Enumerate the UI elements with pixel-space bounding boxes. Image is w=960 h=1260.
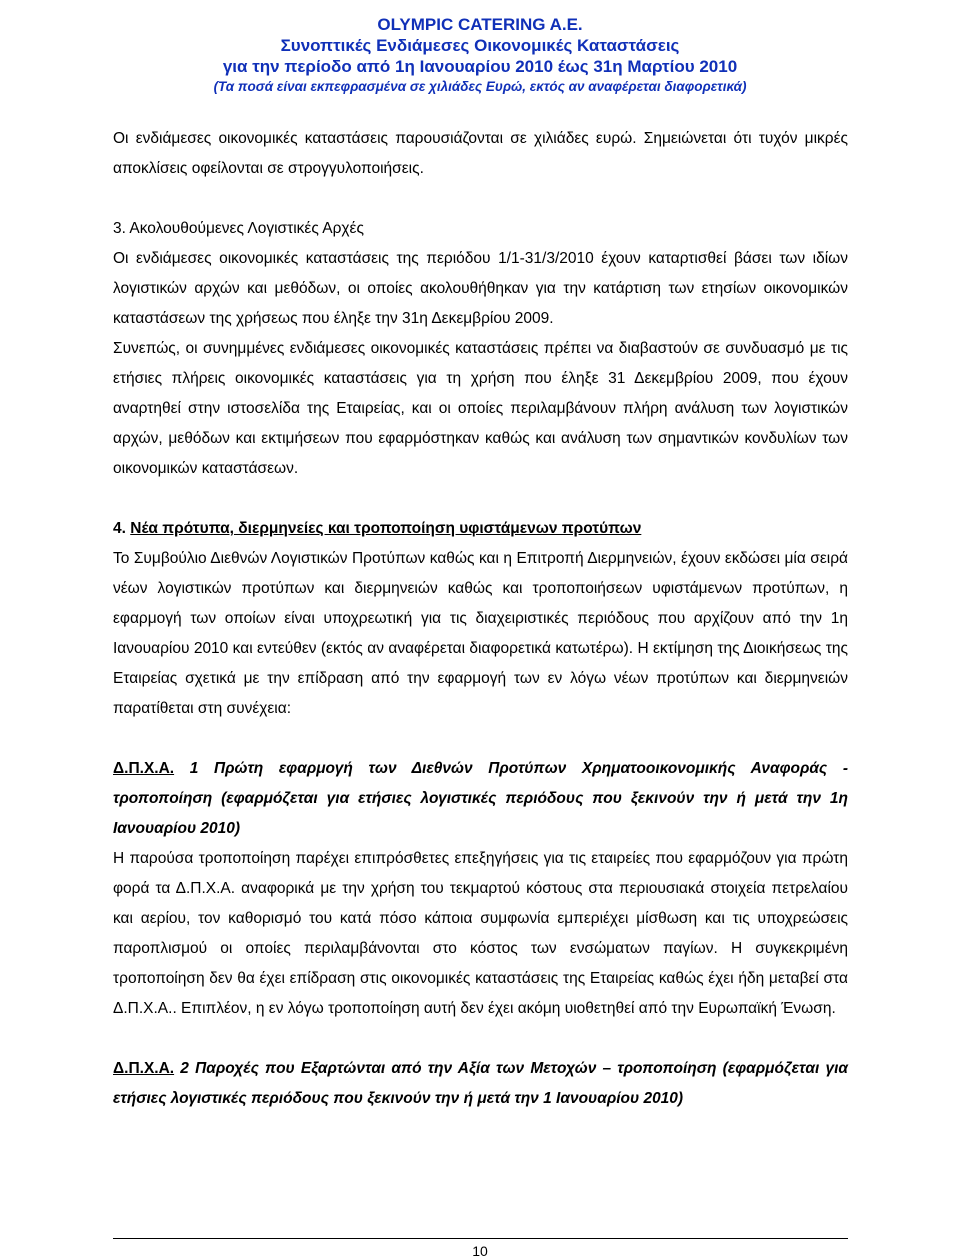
ifrs-2-label: Δ.Π.Χ.Α. [113,1060,175,1077]
ifrs-2-heading [113,1054,848,1114]
company-name: OLYMPIC CATERING A.E. [377,15,583,34]
section-4-number: 4. [113,520,126,537]
footer-divider [113,1238,848,1239]
section-3-number: 3. [113,220,126,237]
currency-note: (Τα ποσά είναι εκπεφρασμένα σε χιλιάδες Ευρώ, εκτός αν αναφέρεται διαφορετικά) [213,79,747,94]
page-number: 10 [472,1243,488,1259]
section-3-heading [113,214,848,244]
section-4-title: Νέα πρότυπα, διερμηνείες και τροποποίηση υφιστάμενων προτύπων [130,520,642,537]
report-header [0,14,960,96]
ifrs-1-paragraph: Η παρούσα τροποποίηση παρέχει επιπρόσθετες επεξηγήσεις για τις εταιρείες που εφαρμόζουν για πρώτη φορά τα Δ.Π.Χ.Α. αναφορικά με την χρήση του τεκμαρτού κόστους στα περιουσιακά στοιχεία πετρελαίου και αερίου, τον καθορισμό του κατά πόσο κάποια συμφωνία εμπεριέχει μίσθωση και τις υποχρεώσεις παροπλισμού οι οποίες περιλαμβάνονται στο κόστος των ενσώματων παγίων. Η συγκεκριμένη τροποποίηση δεν θα έχει επίδραση στις οικονομικές καταστάσεις της Εταιρείας καθώς έχει ήδη μεταβεί στα Δ.Π.Χ.Α.. Επιπλέον, η εν λόγω τροποποίηση αυτή δεν έχει ακόμη υιοθετηθεί από την Ευρωπαϊκή Ένωση. [113,850,848,1017]
ifrs-2-title: 2 Παροχές που Εξαρτώνται από την Αξία των Μετοχών – τροποποίηση (εφαρμόζεται για ετήσιες λογιστικές περιόδους που ξεκινούν την ή μετά την 1 Ιανουαρίου 2010) [113,1060,848,1107]
ifrs-1-heading [113,754,848,844]
report-period: για την περίοδο από 1η Ιανουαρίου 2010 έως 31η Μαρτίου 2010 [222,57,738,76]
intro-paragraph: Οι ενδιάμεσες οικονομικές καταστάσεις παρουσιάζονται σε χιλιάδες ευρώ. Σημειώνεται ότι τυχόν μικρές αποκλίσεις οφείλονται σε στρογγυλοποιήσεις. [113,130,848,177]
section-3-paragraph-1: Οι ενδιάμεσες οικονομικές καταστάσεις της περιόδου 1/1-31/3/2010 έχουν καταρτισθεί βάσει των ιδίων λογιστικών αρχών και μεθόδων, οι οποίες ακολουθήθηκαν για την κατάρτιση των ετησίων οικονομικών καταστάσεων της χρήσεως που έληξε την 31η Δεκεμβρίου 2009. [113,250,848,327]
ifrs-1-title: 1 Πρώτη εφαρμογή των Διεθνών Προτύπων Χρηματοοικονομικής Αναφοράς - τροποποίηση (εφαρμόζεται για ετήσιες λογιστικές περιόδους που ξεκινούν την ή μετά την 1η Ιανουαρίου 2010) [113,760,848,837]
report-title: Συνοπτικές Ενδιάμεσες Οικονομικές Καταστάσεις [280,36,680,55]
section-4-heading [113,514,848,544]
ifrs-1-label: Δ.Π.Χ.Α. [113,760,175,777]
page-body [113,124,848,1114]
section-4-paragraph: Το Συμβούλιο Διεθνών Λογιστικών Προτύπων καθώς και η Επιτροπή Διερμηνειών, έχουν εκδώσει μία σειρά νέων λογιστικών προτύπων και διερμηνειών καθώς και τροποποιήσεων υφιστάμενων προτύπων, η εφαρμογή των οποίων είναι υποχρεωτική για τις διαχειριστικές περιόδους που αρχίζουν από την 1η Ιανουαρίου 2010 και εντεύθεν (εκτός αν αναφέρεται διαφορετικά κατωτέρω). Η εκτίμηση της Διοικήσεως της Εταιρείας σχετικά με την επίδραση από την εφαρμογή των εν λόγω νέων προτύπων και διερμηνειών παρατίθεται στη συνέχεια: [113,550,848,717]
section-3-paragraph-2: Συνεπώς, οι συνημμένες ενδιάμεσες οικονομικές καταστάσεις πρέπει να διαβαστούν σε συνδυασμό με τις ετήσιες πλήρεις οικονομικές καταστάσεις για τη χρήση που έληξε 31 Δεκεμβρίου 2009, που έχουν αναρτηθεί στην ιστοσελίδα της Εταιρείας, και οι οποίες περιλαμβάνουν πλήρη ανάλυση των λογιστικών αρχών, μεθόδων και εκτιμήσεων που εφαρμόστηκαν καθώς και ανάλυση των σημαντικών κονδυλίων των οικονομικών καταστάσεων. [113,340,848,477]
section-3-title: Ακολουθούμενες Λογιστικές Αρχές [129,220,364,237]
